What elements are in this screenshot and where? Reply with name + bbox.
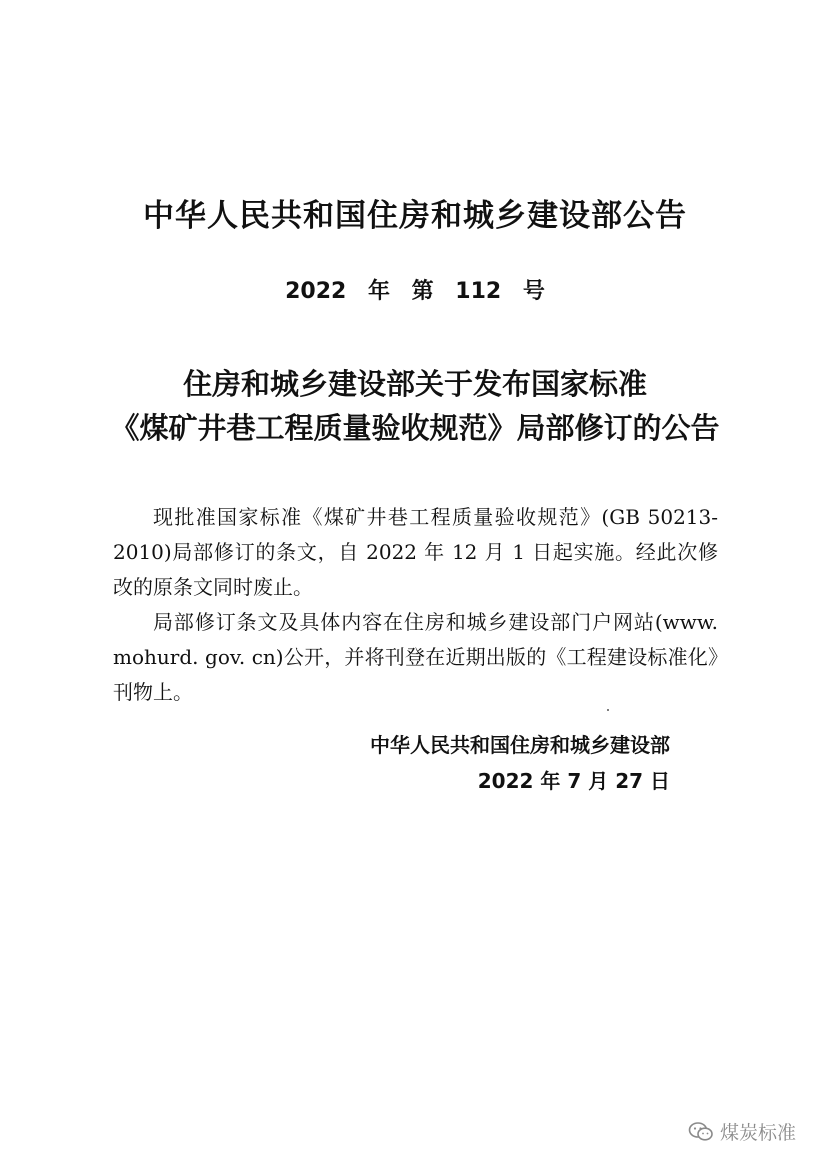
subtitle-line-1: 住房和城乡建设部关于发布国家标准 <box>182 367 647 401</box>
body-paragraph-1: 现批准国家标准《煤矿井巷工程质量验收规范》(GB 50213-2010)局部修订的条文，自 2022 年 12 月 1 日起实施。经此次修改的原条文同时废止。 <box>113 505 718 599</box>
wechat-icon <box>688 1121 714 1143</box>
watermark-label: 煤炭标准 <box>719 1122 796 1144</box>
announcement-subtitle <box>0 362 830 450</box>
announcement-body <box>113 500 718 710</box>
scan-speck <box>607 709 609 711</box>
issue-number: 2022 年 第 112 号 <box>285 279 545 304</box>
signature-block <box>340 727 670 799</box>
announcement-title: 中华人民共和国住房和城乡建设部公告 <box>143 198 687 234</box>
body-paragraph-2: 局部修订条文及具体内容在住房和城乡建设部门户网站(www. mohurd. gov. cn)公开，并将刊登在近期出版的《工程建设标准化》刊物上。 <box>113 610 718 704</box>
watermark <box>688 1118 796 1145</box>
signature-date: 2022 年 7 月 27 日 <box>477 769 670 793</box>
subtitle-line-2: 《煤矿井巷工程质量验收规范》局部修订的公告 <box>110 411 720 445</box>
signature-organization: 中华人民共和国住房和城乡建设部 <box>370 733 670 757</box>
